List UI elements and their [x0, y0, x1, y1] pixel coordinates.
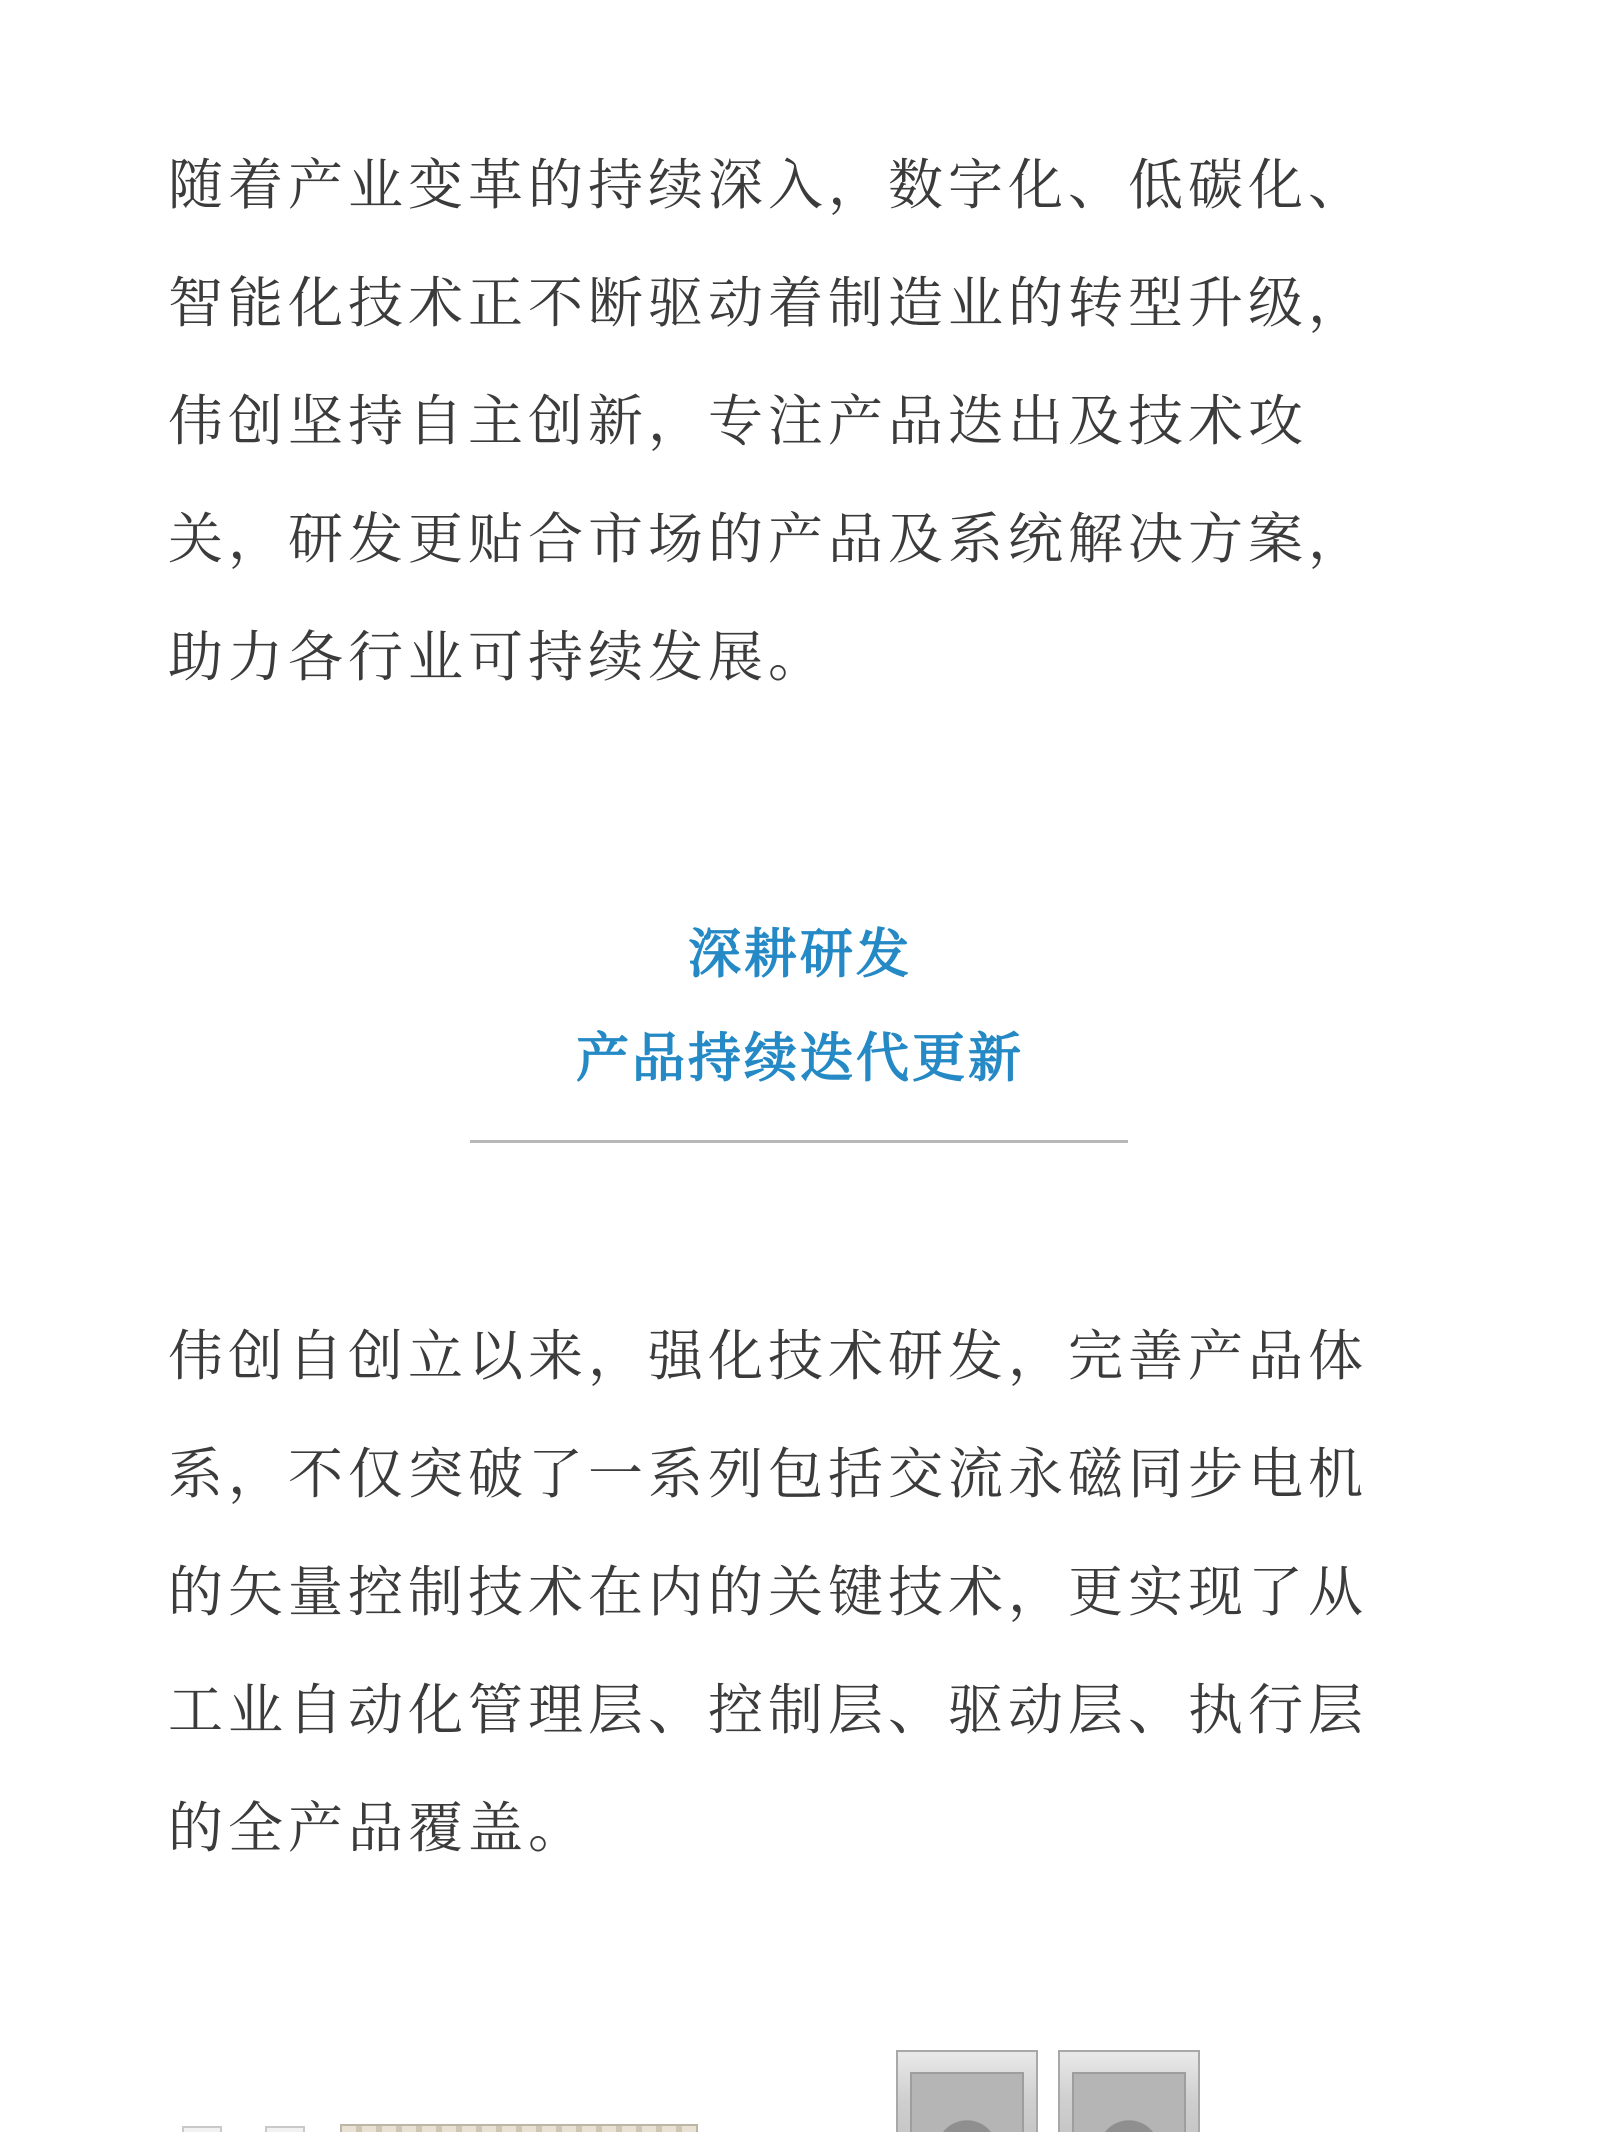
intro-line: 随着产业变革的持续深入，数字化、低碳化、 [168, 153, 1369, 217]
body-paragraph [168, 1297, 1438, 1887]
cabinet-image [1058, 2050, 1200, 2132]
product-image-strip [0, 2040, 1600, 2132]
section-title: 深耕研发 [688, 924, 912, 985]
section-subtitle: 产品持续迭代更新 [576, 1028, 1024, 1089]
cabinet-image [896, 2050, 1038, 2132]
body-line: 伟创自创立以来，强化技术研发，完善产品体 [168, 1324, 1369, 1388]
drive-bank-image [340, 2124, 698, 2132]
section-divider [470, 1140, 1128, 1143]
body-line: 的全产品覆盖。 [168, 1796, 589, 1860]
product-module-image [182, 2126, 222, 2132]
intro-line: 伟创坚持自主创新，专注产品迭出及技术攻 [168, 389, 1309, 453]
product-module-image [265, 2126, 305, 2132]
intro-paragraph [168, 126, 1438, 716]
body-line: 工业自动化管理层、控制层、驱动层、执行层 [168, 1678, 1369, 1742]
intro-line: 关，研发更贴合市场的产品及系统解决方案， [168, 507, 1369, 571]
intro-line: 助力各行业可持续发展。 [168, 625, 829, 689]
body-line: 系，不仅突破了一系列包括交流永磁同步电机 [168, 1442, 1369, 1506]
intro-line: 智能化技术正不断驱动着制造业的转型升级， [168, 271, 1369, 335]
body-line: 的矢量控制技术在内的关键技术，更实现了从 [168, 1560, 1369, 1624]
